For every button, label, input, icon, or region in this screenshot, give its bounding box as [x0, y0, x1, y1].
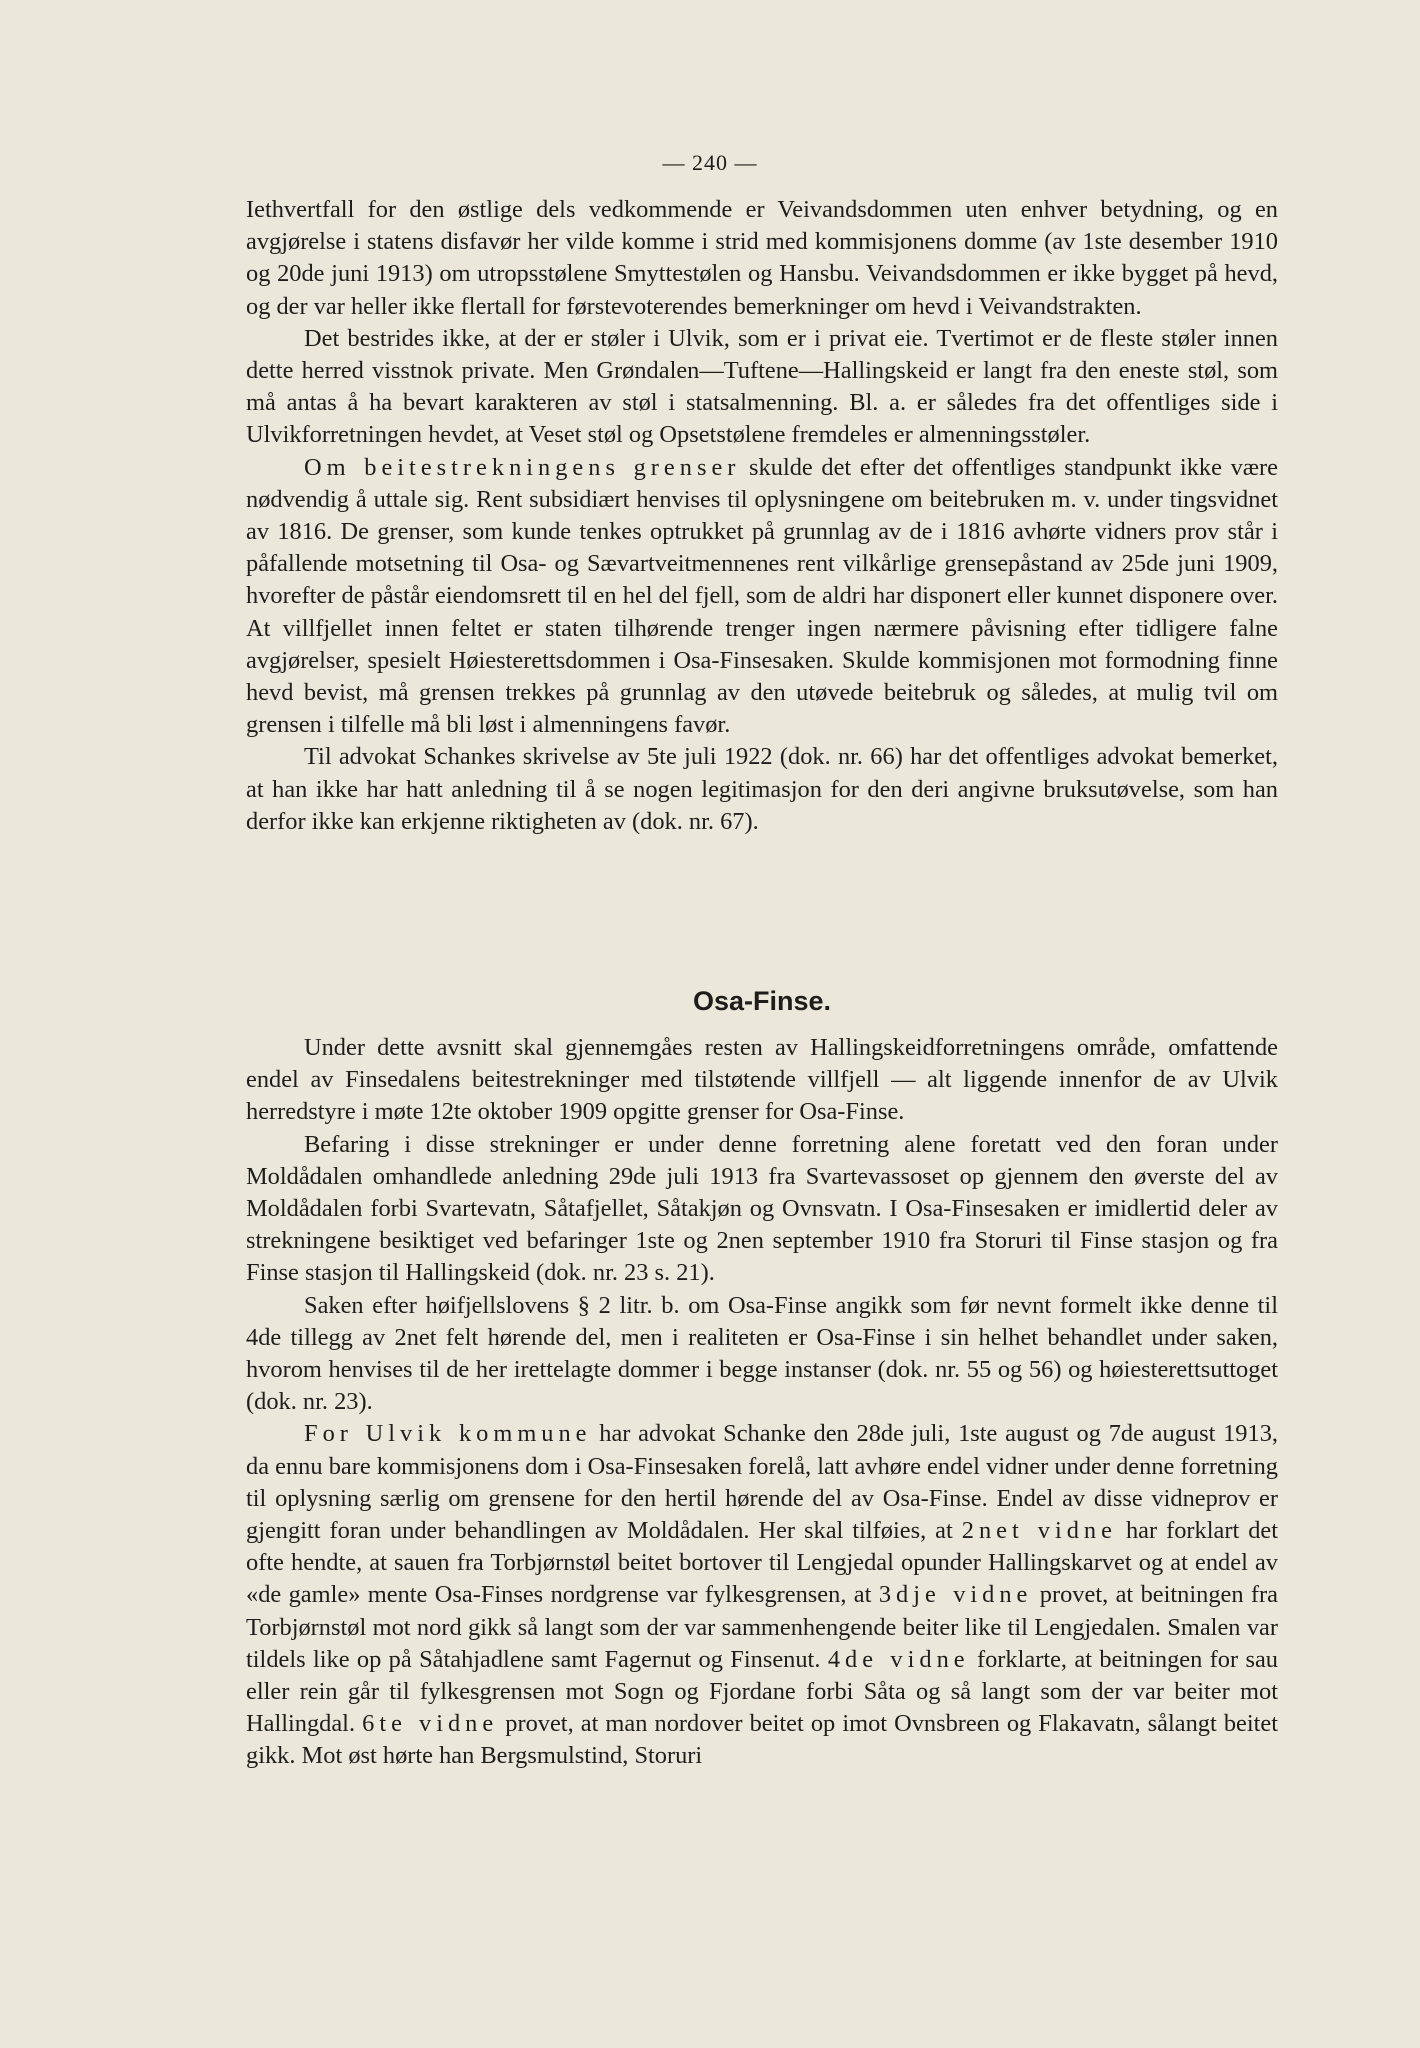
- spaced-emphasis: Om beitestrekningens grenser: [304, 453, 741, 481]
- spaced-emphasis: For Ulvik kommune: [304, 1420, 592, 1448]
- paragraph: Iethvertfall for den østlige dels vedkommende er Veivandsdommen uten enhver betydning, og en avgjørelse i statens disfavør her vilde komme i strid med kommisjonens domme (av 1ste desember 1910 og 20de juni 1913) om utropsstølene Smyttestølen og Hansbu. Veivandsdommen er ikke bygget på hevd, og der var heller ikke flertall for førstevoterendes bemerkninger om hevd i Veivandstrakten.: [246, 196, 1278, 320]
- spaced-emphasis: 3dje vidne: [878, 1581, 1033, 1609]
- paragraph: Det bestrides ikke, at der er støler i Ulvik, som er i privat eie. Tvertimot er de fleste støler innen dette herred visstnok private. Men Grøndalen—Tuftene—Hallingskeid er langt fra den eneste støl, som må antas å ha bevart karakteren av støl i statsalmenning. Bl. a. er således fra det offentliges side i Ulvikforretningen hevdet, at Veset støl og Opsetstølene fremdeles er almenningsstøler.: [246, 324, 1278, 449]
- paragraph-text: forklarte, at beitningen for sau eller rein går til fylkesgrensen mot Sogn og Fjordane forbi Såta og så langt som der var beiter mot Hallingdal.: [246, 1645, 1279, 1738]
- section-1-text: [246, 194, 1278, 838]
- paragraph: [246, 452, 1278, 742]
- spaced-emphasis: 6te vidne: [362, 1710, 499, 1738]
- paragraph-text: provet, at man nordover beitet op imot Ovnsbreen og Flakavatn, sålangt beitet gikk. Mot øst hørte han Bergsmulstind, Storuri: [246, 1710, 1278, 1770]
- paragraph: Til advokat Schankes skrivelse av 5te juli 1922 (dok. nr. 66) har det offentliges advokat bemerket, at han ikke har hatt anledning til å se nogen legitimasjon for den deri angivne bruksutøvelse, som han derfor ikke kan erkjenne riktigheten av (dok. nr. 67).: [246, 743, 1278, 835]
- section-2-text: [246, 1032, 1278, 1773]
- paragraph-text: skulde det efter det offentliges standpunkt ikke være nødvendig å uttale sig. Rent subsidiært henvises til oplysningene om beitebruken m. v. under tingsvidnet av 1816. De grenser, som kunde tenkes optrukket på grunnlag av de i 1816 avhørte vidners prov står i påfallende motsetning til Osa- og Sævartveitmennenes rent vilkårlige grensepåstand av 25de juni 1909, hvorefter de påstår eiendomsrett til en hel del fjell, som de aldri har disponert eller kunnet disponere over. At villfjellet innen feltet er staten tilhørende trenger ingen nærmere påvisning efter tidligere falne avgjørelser, spesielt Høiesterettsdommen i Osa-Finsesaken. Skulde kommisjonen mot formodning finne hevd bevist, må grensen trekkes på grunnlag av den utøvede beitebruk og således, at mulig tvil om grensen i tilfelle må bli løst i almenningens favør.: [246, 453, 1278, 739]
- spaced-emphasis: 2net vidne: [961, 1517, 1117, 1545]
- paragraph-text: har forklart det ofte hendte, at sauen fra Torbjørnstøl beitet bortover til Lengjedal opunder Hallingskarvet og at endel av «de gamle» mente Osa-Finses nordgrense var fylkesgrensen, at: [246, 1517, 1279, 1609]
- paragraph: Under dette avsnitt skal gjennemgåes resten av Hallingskeidforretningens område, omfattende endel av Finsedalens beitestrekninger med tilstøtende villfjell — alt liggende innenfor de av Ulvik herredstyre i møte 12te oktober 1909 opgitte grenser for Osa-Finse.: [246, 1034, 1278, 1126]
- section-heading: Osa-Finse.: [692, 986, 832, 1016]
- spaced-emphasis: 4de vidne: [827, 1645, 970, 1673]
- paragraph-text: provet, at beitningen fra Torbjørnstøl mot nord gikk så langt som der var sammenhengende beiter like til Lengjedalen. Smalen var tildels like op på Såtahjadlene samt Fagernut og Finsenut.: [246, 1581, 1278, 1673]
- paragraph: [246, 1418, 1278, 1772]
- paragraph: Befaring i disse strekninger er under denne forretning alene foretatt ved den foran under Moldådalen omhandlede anledning 29de juli 1913 fra Svartevassoset op gjennem den øverste del av Moldådalen forbi Svartevatn, Såtafjellet, Såtakjøn og Ovnsvatn. I Osa-Finsesaken er imidlertid deler av strekningene besiktiget ved befaringer 1ste og 2nen september 1910 fra Storuri til Finse stasjon og fra Finse stasjon til Hallingskeid (dok. nr. 23 s. 21).: [246, 1130, 1278, 1287]
- paragraph-text: har advokat Schanke den 28de juli, 1ste august og 7de august 1913, da ennu bare kommisjonens dom i Osa-Finsesaken forelå, latt avhøre endel vidner under denne forretning til oplysning særlig om grensene for den hertil hørende del av Osa-Finse. Endel av disse vidneprov er gjengitt foran under behandlingen av Moldådalen. Her skal tilføies, at: [246, 1420, 1278, 1545]
- page-number: — 240 —: [662, 150, 758, 175]
- paragraph: Saken efter høifjellslovens § 2 litr. b. om Osa-Finse angikk som før nevnt formelt ikke denne til 4de tillegg av 2net felt hørende del, men i realiteten er Osa-Finse i sin helhet behandlet under saken, hvorom henvises til de her irettelagte dommer i begge instanser (dok. nr. 55 og 56) og høiesterettsuttoget (dok. nr. 23).: [246, 1291, 1278, 1416]
